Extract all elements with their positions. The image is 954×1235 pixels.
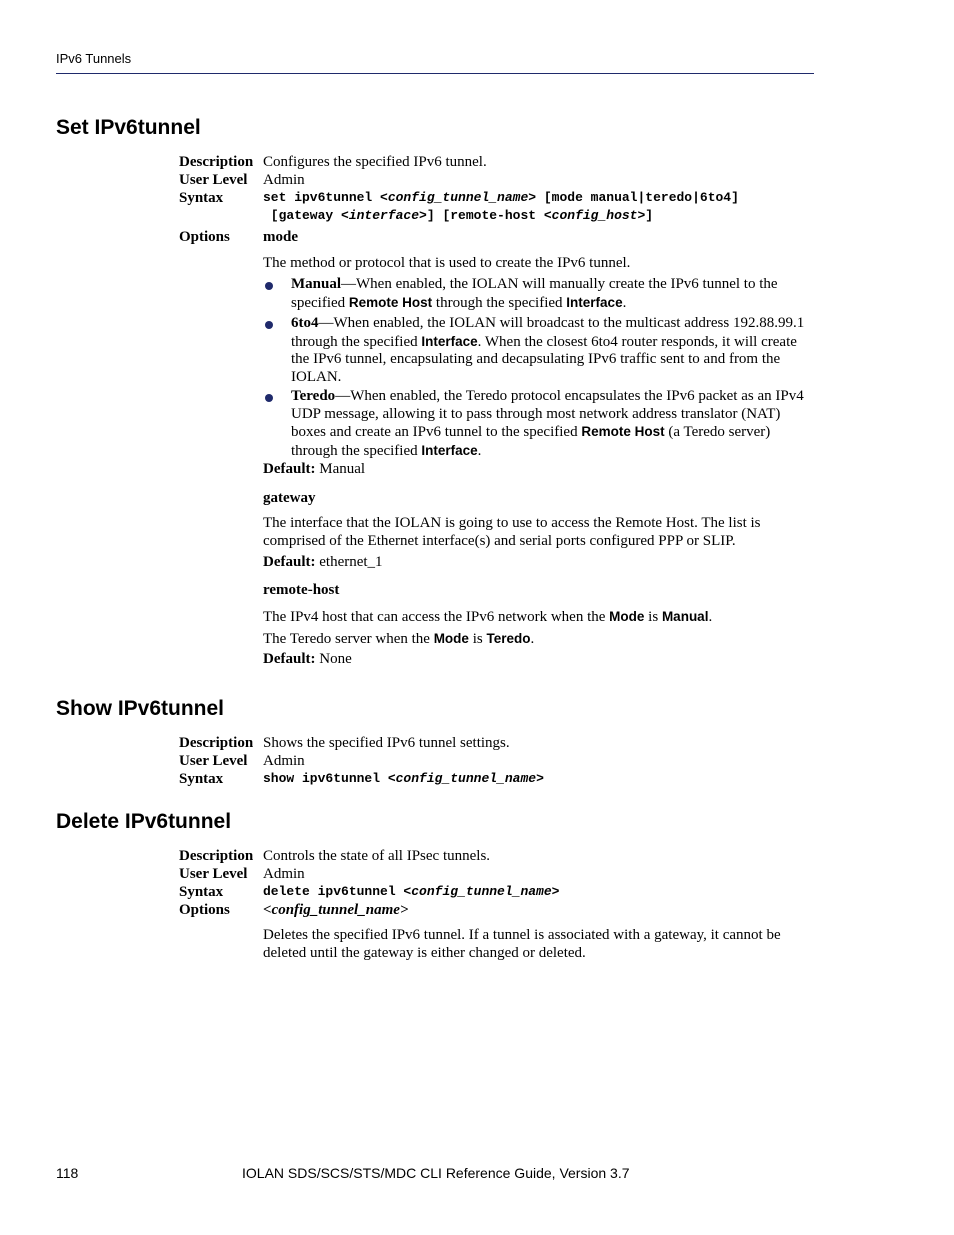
user-level-label: User Level <box>179 753 248 769</box>
term: Manual <box>291 276 342 292</box>
text: The Teredo server when the <box>263 631 434 647</box>
mode-manual-item <box>291 276 816 312</box>
syntax-text: set ipv6tunnel < <box>263 190 388 205</box>
options-label: Options <box>179 902 230 918</box>
ui-ref: Mode <box>609 609 645 624</box>
syntax-text: > [mode manual|teredo|6to4] <box>528 190 739 205</box>
remote-host-description-1 <box>263 608 813 627</box>
term: Teredo <box>291 388 336 404</box>
footer-doc-title: IOLAN SDS/SCS/STS/MDC CLI Reference Guide, Version 3.7 <box>242 1165 630 1181</box>
text: (a Teredo server) through the specified <box>291 424 771 459</box>
show-section-title: Show IPv6tunnel <box>56 697 225 720</box>
gateway-default <box>263 554 813 572</box>
running-header: IPv6 Tunnels <box>56 51 132 66</box>
description-label: Description <box>179 154 254 170</box>
user-level-label: User Level <box>179 172 248 188</box>
page-number: 118 <box>56 1165 79 1181</box>
delete-user-level: Admin <box>263 866 305 882</box>
mode-description: The method or protocol that is used to create the IPv6 tunnel. <box>263 255 631 271</box>
ui-ref: Mode <box>433 631 469 646</box>
mode-default <box>263 461 813 479</box>
mode-teredo-item <box>291 388 816 460</box>
delete-option-description: Deletes the specified IPv6 tunnel. If a tunnel is associated with a gateway, it cannot be deleted until the gateway is either changed or deleted. <box>263 927 781 961</box>
set-syntax-line-2 <box>263 207 653 225</box>
option-gateway: gateway <box>263 490 316 506</box>
text: is <box>468 631 487 647</box>
option-remote-host: remote-host <box>263 582 340 598</box>
syntax-label: Syntax <box>179 771 224 787</box>
set-syntax-line-1 <box>263 189 739 207</box>
syntax-label: Syntax <box>179 884 224 900</box>
header-rule <box>56 73 814 74</box>
syntax-param: config_tunnel_name <box>411 884 552 899</box>
description-label: Description <box>179 848 254 864</box>
ui-ref: Remote Host <box>581 424 665 439</box>
text: —When enabled, the IOLAN will broadcast to the multicast address 192.88.99.1 through the specified <box>291 315 805 350</box>
syntax-text: > <box>536 771 544 786</box>
syntax-param: config_tunnel_name <box>395 771 537 786</box>
set-section-title: Set IPv6tunnel <box>56 116 201 139</box>
option-mode: mode <box>263 229 298 245</box>
user-level-label: User Level <box>179 866 248 882</box>
default-label: Default: <box>263 651 316 667</box>
mode-6to4-item <box>291 315 816 386</box>
delete-section-title: Delete IPv6tunnel <box>56 810 232 833</box>
ui-ref: Interface <box>421 333 478 349</box>
text: . When the closest 6to4 router responds, it will create the IPv6 tunnel, encapsulating and decapsulating IPv6 traffic sent to and from the IOLAN. <box>291 333 797 385</box>
remote-host-default <box>263 651 813 669</box>
delete-option-name: <config_tunnel_name> <box>263 902 409 918</box>
ui-ref: Interface <box>566 294 623 310</box>
default-value: None <box>319 651 352 667</box>
syntax-text: >] <box>637 208 654 223</box>
ui-ref: Remote Host <box>348 294 433 310</box>
text: through the specified <box>432 294 567 311</box>
text: . <box>530 631 535 647</box>
text: is <box>644 609 662 625</box>
syntax-param: interface <box>348 208 420 223</box>
show-user-level: Admin <box>263 753 305 769</box>
ui-ref: Manual <box>661 609 709 624</box>
text: The IPv4 host that can access the IPv6 network when the <box>263 609 610 625</box>
text: . <box>708 609 713 625</box>
ui-ref: Teredo <box>486 631 531 646</box>
syntax-text: [gateway < <box>263 208 349 223</box>
syntax-text: delete ipv6tunnel < <box>263 884 412 899</box>
show-syntax <box>263 770 544 788</box>
text: —When enabled, the IOLAN will manually create the IPv6 tunnel to the specified <box>291 276 778 311</box>
set-description: Configures the specified IPv6 tunnel. <box>263 154 487 170</box>
delete-syntax <box>263 883 559 901</box>
syntax-text: show ipv6tunnel < <box>263 771 396 786</box>
text: . <box>477 442 482 459</box>
set-user-level: Admin <box>263 172 305 188</box>
syntax-param: config_tunnel_name <box>387 190 529 205</box>
show-description: Shows the specified IPv6 tunnel settings. <box>263 735 510 751</box>
remote-host-description-2 <box>263 630 813 649</box>
default-value: Manual <box>319 461 366 477</box>
default-label: Default: <box>263 554 316 570</box>
default-label: Default: <box>263 461 316 477</box>
description-label: Description <box>179 735 254 751</box>
default-value: ethernet_1 <box>319 554 383 570</box>
text: —When enabled, the Teredo protocol encapsulates the IPv6 packet as an IPv4 UDP message, allowing it to pass through most network address translator (NAT) boxes and create an IPv6 tunnel to the specified <box>291 388 804 440</box>
text: . <box>622 294 627 311</box>
term: 6to4 <box>291 315 319 331</box>
syntax-text: > <box>551 884 560 899</box>
syntax-param: config_host <box>551 208 638 223</box>
delete-description: Controls the state of all IPsec tunnels. <box>263 848 491 864</box>
ui-ref: Interface <box>421 442 478 458</box>
gateway-description: The interface that the IOLAN is going to use to access the Remote Host. The list is comprised of the Ethernet interface(s) and serial ports configured PPP or SLIP. <box>263 515 761 549</box>
syntax-text: >] [remote-host < <box>419 208 552 223</box>
syntax-label: Syntax <box>179 190 224 206</box>
options-label: Options <box>179 229 230 245</box>
